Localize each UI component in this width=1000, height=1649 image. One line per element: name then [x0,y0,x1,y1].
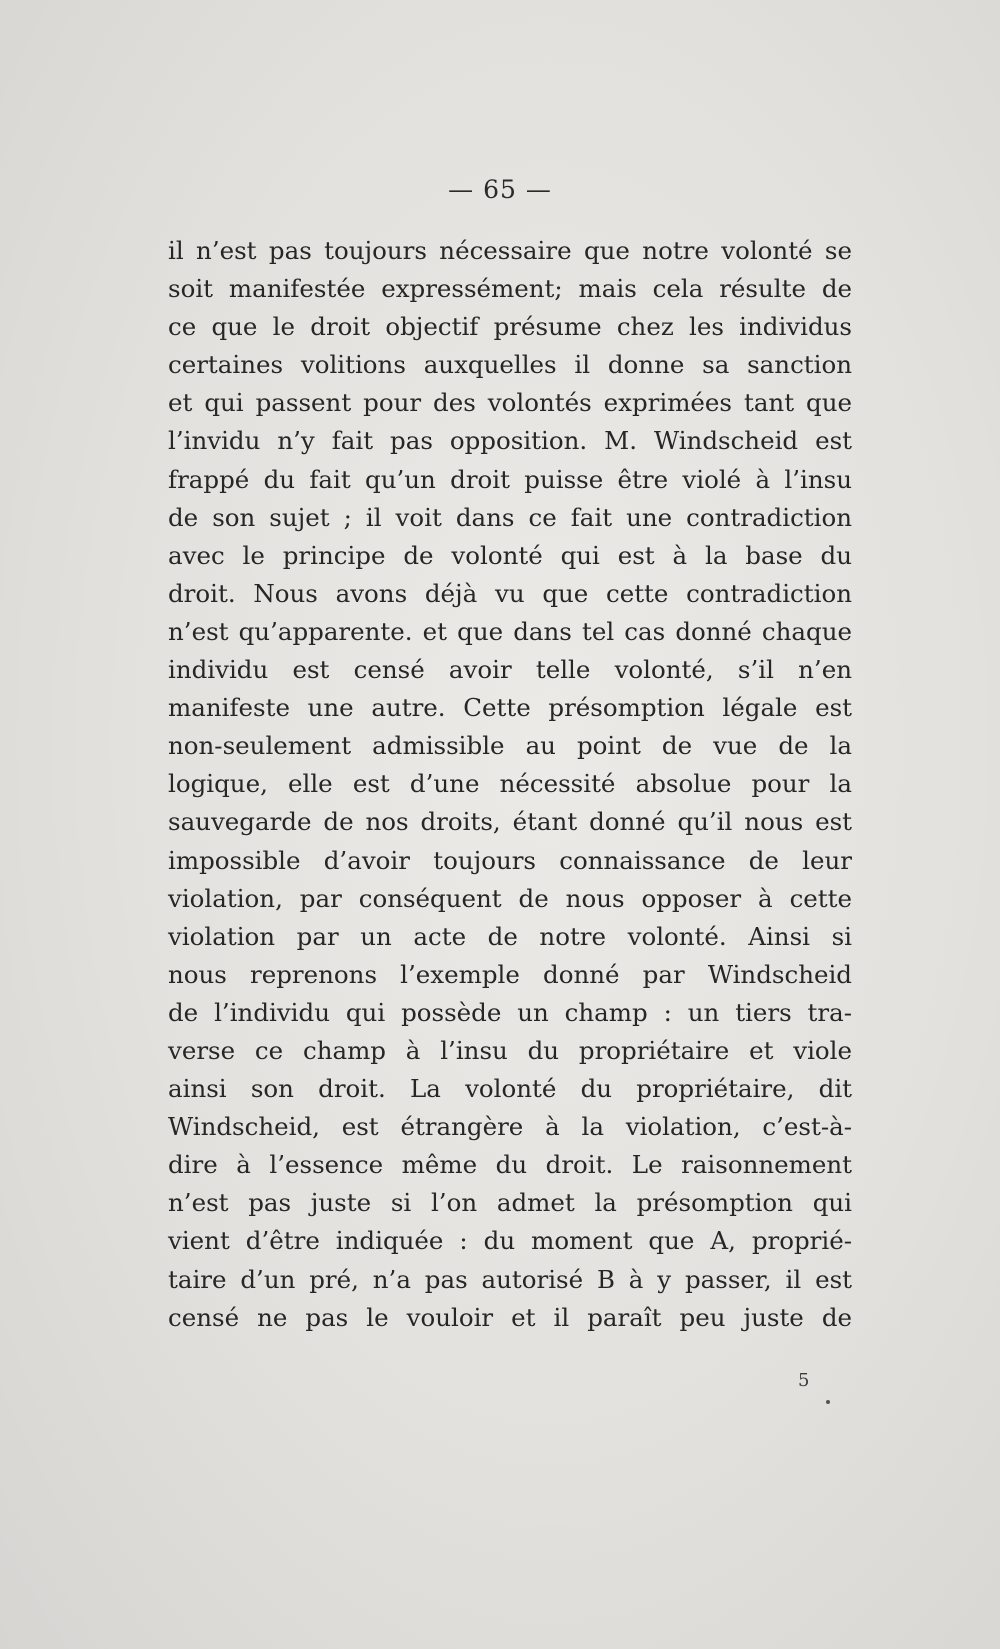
text-line: taire d’un pré, n’a pas autorisé B à y passer, il est [168,1264,852,1294]
page-number: — 65 — [448,175,552,204]
text-line: n’est pas juste si l’on admet la présomption qui [168,1188,852,1218]
text-line: censé ne pas le vouloir et il paraît peu juste de [168,1302,852,1332]
text-line: de son sujet ; il voit dans ce fait une contradiction [168,502,852,532]
text-line: individu est censé avoir telle volonté, s’il n’en [168,655,852,685]
text-line: droit. Nous avons déjà vu que cette contradiction [168,578,852,608]
text-line: logique, elle est d’une nécessité absolue pour la [168,769,852,799]
text-line: sauvegarde de nos droits, étant donné qu’il nous est [168,807,852,837]
text-line: dire à l’essence même du droit. Le raisonnement [168,1150,852,1180]
text-line: avec le principe de volonté qui est à la base du [168,540,852,570]
text-line: violation par un acte de notre volonté. Ainsi si [168,921,852,951]
text-line: ainsi son droit. La volonté du propriétaire, dit [168,1074,852,1104]
text-line: n’est qu’apparente. et que dans tel cas donné chaque [168,616,852,646]
signature-mark: 5 [798,1370,810,1391]
text-line: non-seulement admissible au point de vue de la [168,731,852,761]
text-line: verse ce champ à l’insu du propriétaire et viole [168,1035,852,1065]
text-line: frappé du fait qu’un droit puisse être violé à l’insu [168,464,852,494]
text-line: il n’est pas toujours nécessaire que notre volonté se [168,236,852,265]
text-line: Windscheid, est étrangère à la violation, c’est-à- [168,1112,852,1142]
text-line: impossible d’avoir toujours connaissance de leur [168,845,852,875]
ink-speck [826,1400,830,1404]
text-line: soit manifestée expressément; mais cela résulte de [168,274,852,304]
body-text [168,232,852,1337]
text-line: vient d’être indiquée : du moment que A, proprié- [168,1226,852,1256]
text-line: ce que le droit objectif présume chez les individus [168,312,852,342]
text-line: de l’individu qui possède un champ : un tiers tra- [168,997,852,1027]
text-line: manifeste une autre. Cette présomption légale est [168,693,852,723]
text-line: l’invidu n’y fait pas opposition. M. Windscheid est [168,426,852,456]
text-line: violation, par conséquent de nous opposer à cette [168,883,852,913]
text-line: et qui passent pour des volontés exprimées tant que [168,388,852,418]
text-line: nous reprenons l’exemple donné par Windscheid [168,959,852,989]
text-line: certaines volitions auxquelles il donne sa sanction [168,350,852,380]
